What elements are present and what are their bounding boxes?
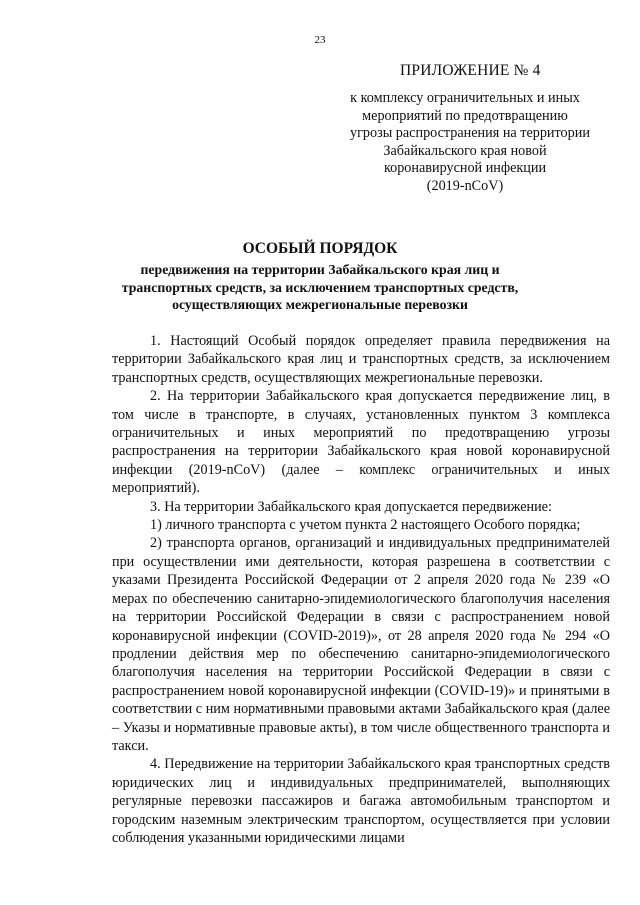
appendix-subtitle-line: угрозы распространения на территории [350, 125, 590, 141]
subheading-line: передвижения на территории Забайкальского края лиц и [140, 262, 500, 277]
document-body [112, 332, 610, 847]
subheading-line: транспортных средств, за исключением транспортных средств, [121, 279, 519, 295]
document-subheading [120, 261, 520, 314]
page-number: 23 [314, 34, 326, 46]
appendix-subtitle-line: (2019-nCoV) [426, 177, 504, 194]
paragraph-1: 1. Настоящий Особый порядок определяет правила передвижения на территории Забайкальского края лиц и транспортных средств, за исключением транспортных средств, осуществляющих межрегиональные перевозки. [112, 333, 610, 386]
appendix-subtitle-line: мероприятий по предотвращению [362, 107, 568, 124]
paragraph-3-item-1: 1) личного транспорта с учетом пункта 2 настоящего Особого порядка; [150, 517, 581, 534]
appendix-subtitle-line: коронавирусной инфекции [383, 160, 547, 176]
appendix-subtitle-line: к комплексу ограничительных и иных [350, 90, 580, 106]
appendix-title: ПРИЛОЖЕНИЕ № 4 [400, 62, 541, 79]
paragraph-3-item-2: 2) транспорта органов, организаций и индивидуальных предпринимателей при осуществлении ими деятельности, которая разрешена в соответствии с указами Президента Российской Федерации от 2 апреля 2020 года № 239 «О мерах по обеспечению санитарно-эпидемиологического благополучия населения на территории Российской Федерации в связи с распространением новой коронавирусной инфекции (COVID-2019)», от 28 апреля 2020 года № 294 «О продлении действия мер по обеспечению санитарно-эпидемиологического благополучия населения на территории Российской Федерации в связи с распространением новой коронавирусной инфекции (COVID-19)» и принятыми в соответствии с ним нормативными правовыми актами Забайкальского края (далее – Указы и нормативные правовые акты), в том числе общественного транспорта и такси. [112, 535, 610, 754]
appendix-subtitle [350, 90, 590, 195]
subheading-line: осуществляющих межрегиональные перевозки [172, 297, 468, 312]
paragraph-2: 2. На территории Забайкальского края допускается передвижение лиц, в том числе в транспорте, в случаях, установленных пунктом 3 комплекса ограничительных и иных мероприятий по предотвращению угрозы распространения на территории Забайкальского края новой коронавирусной инфекции (2019-nCoV) (далее – комплекс ограничительных и иных мероприятий). [112, 388, 610, 497]
appendix-subtitle-line: Забайкальского края новой [383, 142, 547, 159]
paragraph-3: 3. На территории Забайкальского края допускается передвижение: [150, 498, 552, 515]
paragraph-4: 4. Передвижение на территории Забайкальского края транспортных средств юридических лиц и индивидуальных предпринимателей, выполняющих регулярные перевозки пассажиров и багажа автомобильным транспортом и городским наземным электрическим транспортом, осуществляется при условии соблюдения указанными юридическими лицами [112, 756, 610, 846]
document-heading: ОСОБЫЙ ПОРЯДОК [242, 240, 398, 257]
